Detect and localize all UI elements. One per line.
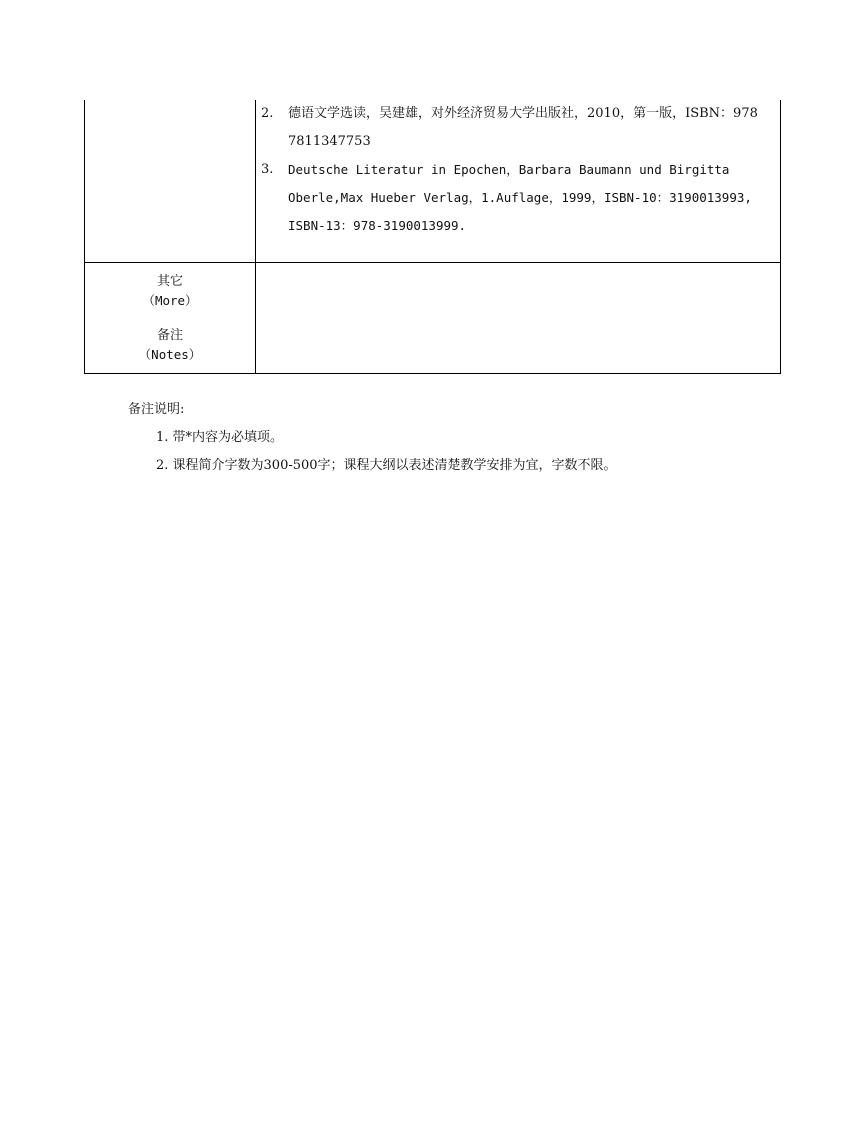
course-info-table — [84, 100, 781, 374]
reference-text: Deutsche Literatur in Epochen，Barbara Baumann und Birgitta Oberle,Max Hueber Verlag，1.Auflage，1999，ISBN-10：3190013993, ISBN-13：978-3190013999. — [288, 162, 752, 233]
label-more-cn: 其它 — [156, 274, 183, 289]
references-row — [85, 100, 781, 263]
reference-number: 3. — [261, 162, 274, 177]
footnote-list — [156, 424, 617, 480]
reference-item — [261, 100, 760, 156]
reference-list — [256, 100, 780, 262]
footnotes — [128, 396, 617, 480]
label-more-en: （More） — [142, 293, 198, 308]
reference-item — [261, 156, 760, 240]
reference-number: 2. — [261, 106, 274, 121]
more-notes-label-cell — [85, 263, 256, 374]
footnotes-title: 备注说明: — [128, 402, 185, 417]
label-notes-en: （Notes） — [138, 347, 202, 362]
footnote-item: 1. 带*内容为必填项。 — [156, 430, 284, 445]
references-content-cell — [256, 100, 781, 263]
more-notes-content-cell — [256, 263, 781, 374]
reference-text: 德语文学选读，吴建雄，对外经济贸易大学出版社，2010，第一版，ISBN：9787811347753 — [288, 106, 758, 149]
references-label-cell — [85, 100, 256, 263]
more-notes-row — [85, 263, 781, 374]
label-notes-cn: 备注 — [156, 328, 183, 343]
footnote-item: 2. 课程简介字数为300-500字；课程大纲以表述清楚教学安排为宜，字数不限。 — [156, 458, 617, 473]
